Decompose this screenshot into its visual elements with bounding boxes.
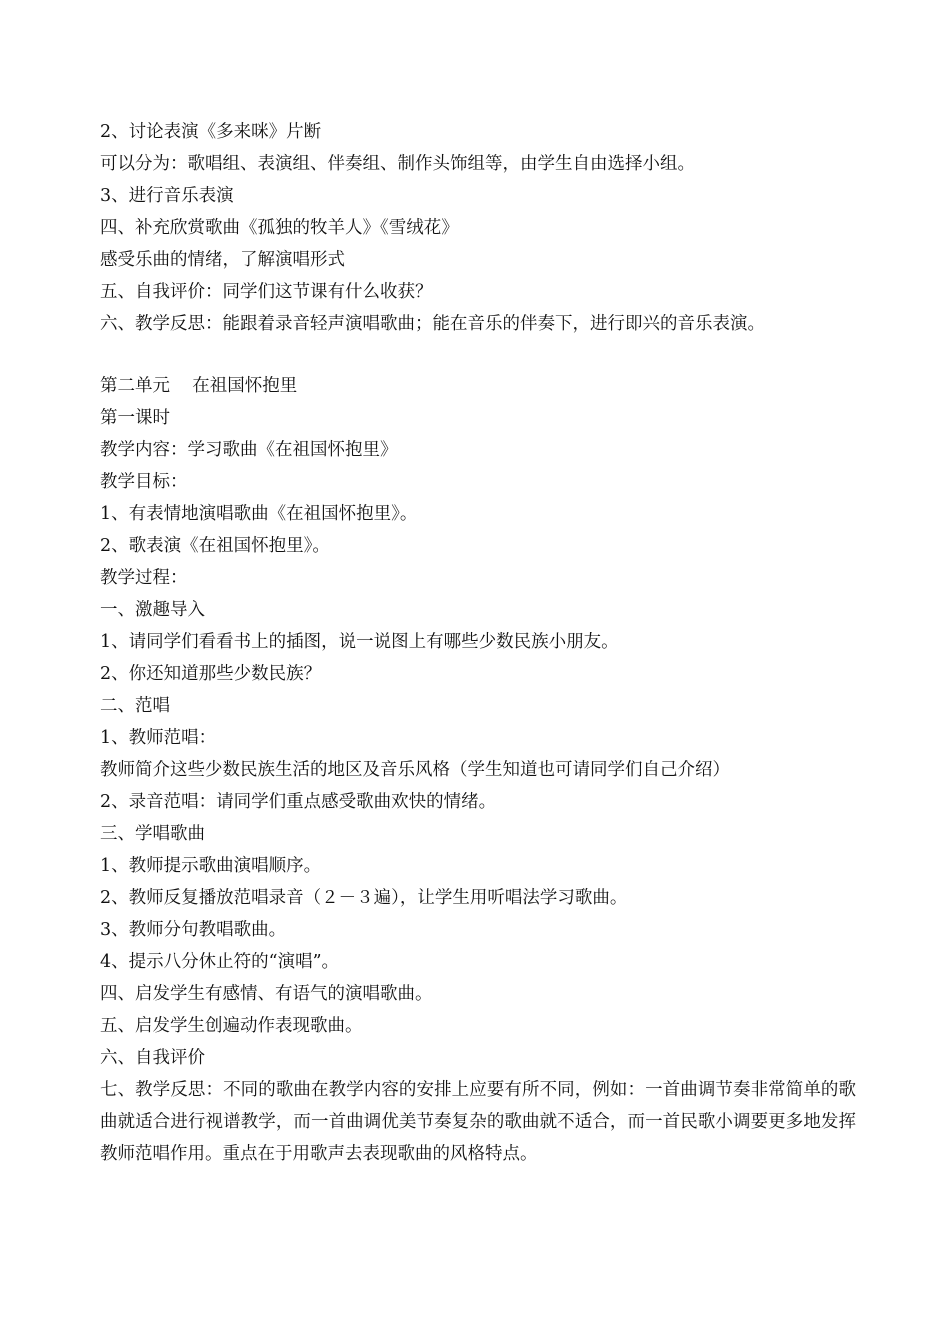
text-line: 2、你还知道那些少数民族？ <box>100 664 322 684</box>
text-line: 感受乐曲的情绪，了解演唱形式 <box>100 250 345 270</box>
lesson-heading: 第一课时 <box>100 408 170 428</box>
text-line: 1、教师范唱： <box>100 728 217 748</box>
text-line: 四、启发学生有感情、有语气的演唱歌曲。 <box>100 984 433 1004</box>
unit-heading: 第二单元 在祖国怀抱里 <box>100 376 298 396</box>
text-line: 教学内容：学习歌曲《在祖国怀抱里》 <box>100 440 398 460</box>
text-line: 2、讨论表演《多来咪》片断 <box>100 122 322 142</box>
text-line: 可以分为：歌唱组、表演组、伴奏组、制作头饰组等，由学生自由选择小组。 <box>100 154 695 174</box>
text-line: 教师简介这些少数民族生活的地区及音乐风格（学生知道也可请同学们自己介绍） <box>100 760 730 780</box>
text-line: 五、自我评价：同学们这节课有什么收获？ <box>100 282 433 302</box>
text-line: 1、请同学们看看书上的插图，说一说图上有哪些少数民族小朋友。 <box>100 632 619 652</box>
text-line: 4、提示八分休止符的“演唱”。 <box>100 952 340 972</box>
reflection-paragraph: 七、教学反思：不同的歌曲在教学内容的安排上应要有所不同，例如：一首曲调节奏非常简单的歌曲就适合进行视谱教学，而一首曲调优美节奏复杂的歌曲就不适合，而一首民歌小调要更多地发挥教师范唱作用。重点在于用歌声去表现歌曲的风格特点。 <box>100 1080 856 1164</box>
text-line: 2、歌表演《在祖国怀抱里》。 <box>100 536 330 556</box>
text-line: 六、自我评价 <box>100 1048 205 1068</box>
text-line: 教学目标： <box>100 472 188 492</box>
text-line: 三、学唱歌曲 <box>100 824 205 844</box>
text-line: 五、启发学生创遍动作表现歌曲。 <box>100 1016 363 1036</box>
section-gap <box>100 340 856 370</box>
text-line: 一、激趣导入 <box>100 600 205 620</box>
text-line: 2、录音范唱：请同学们重点感受歌曲欢快的情绪。 <box>100 792 497 812</box>
text-line: 1、有表情地演唱歌曲《在祖国怀抱里》。 <box>100 504 418 524</box>
text-line: 3、教师分句教唱歌曲。 <box>100 920 287 940</box>
text-line: 1、教师提示歌曲演唱顺序。 <box>100 856 322 876</box>
document-body <box>100 116 856 1170</box>
text-line: 四、补充欣赏歌曲《孤独的牧羊人》《雪绒花》 <box>100 218 459 238</box>
text-line: 3、进行音乐表演 <box>100 186 234 206</box>
text-line: 2、教师反复播放范唱录音（２－３遍），让学生用听唱法学习歌曲。 <box>100 888 628 908</box>
text-line: 教学过程： <box>100 568 188 588</box>
text-line: 二、范唱 <box>100 696 170 716</box>
text-line: 六、教学反思：能跟着录音轻声演唱歌曲；能在音乐的伴奏下，进行即兴的音乐表演。 <box>100 314 765 334</box>
